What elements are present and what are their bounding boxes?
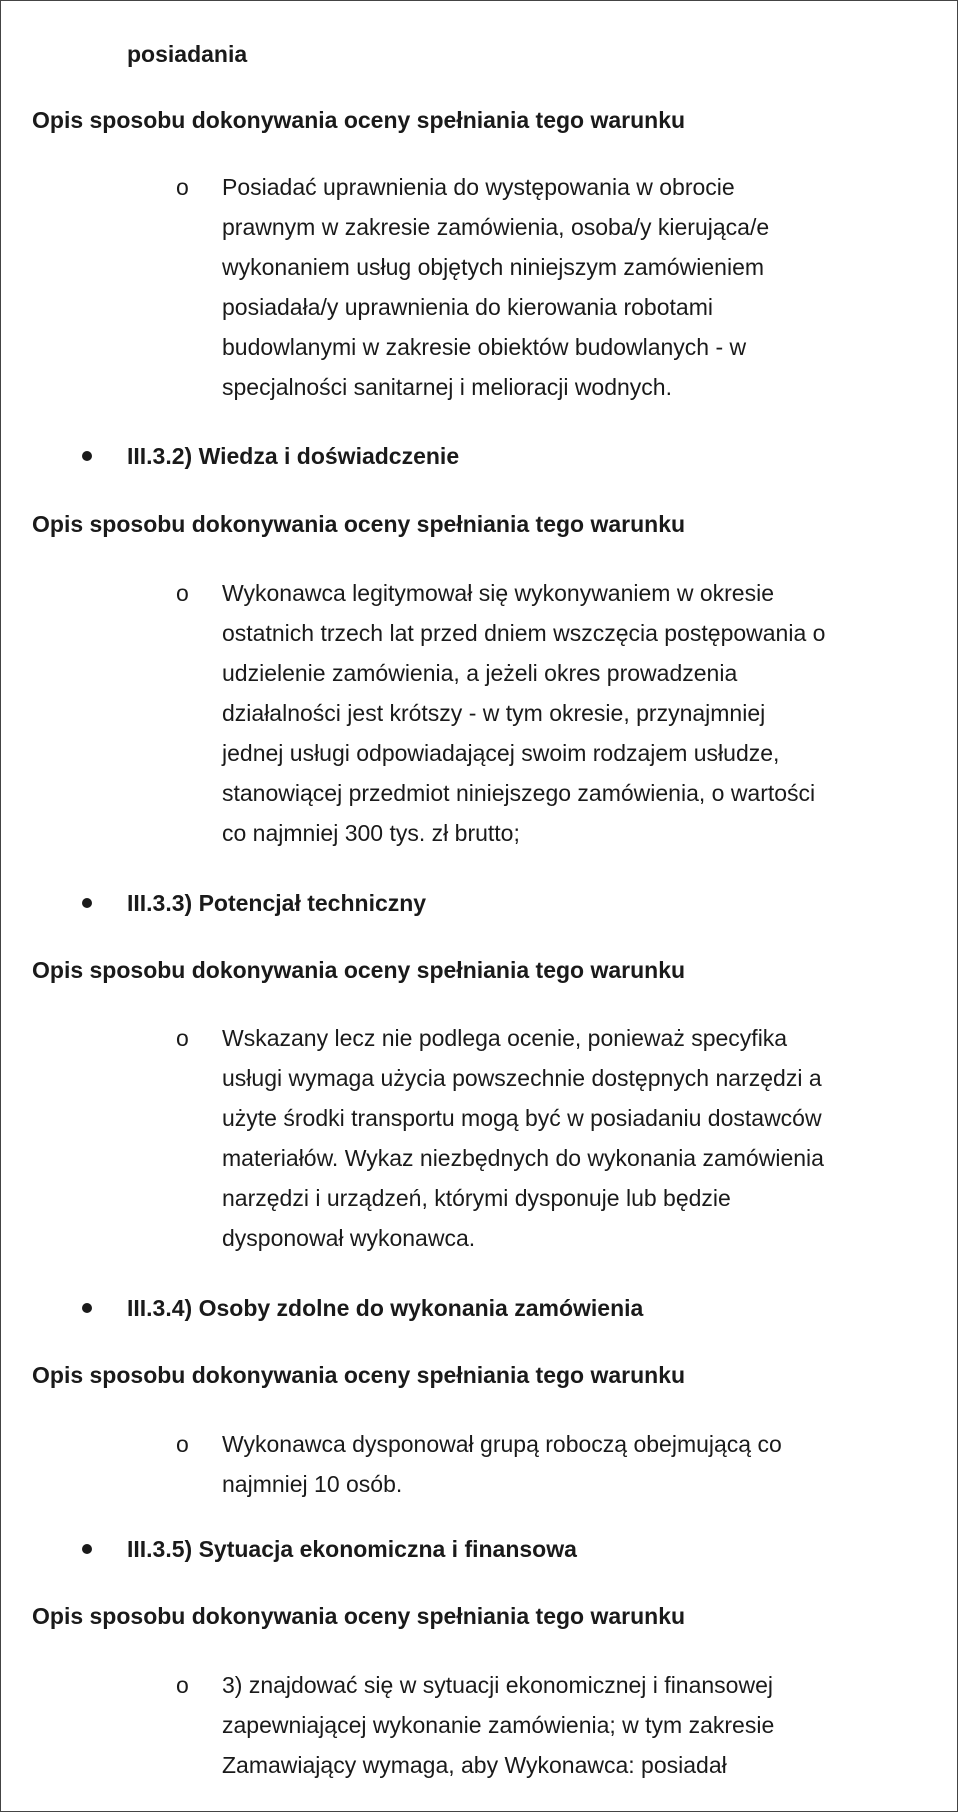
text-line: posiadała/y uprawnienia do kierowania robotami <box>222 294 713 320</box>
text-line: prawnym w zakresie zamówienia, osoba/y kierująca/e <box>222 214 770 240</box>
text-line: jednej usługi odpowiadającej swoim rodzajem usłudze, <box>222 740 780 766</box>
text-line: Wykonawca dysponował grupą roboczą obejmującą co <box>222 1431 782 1457</box>
list-item-marker: o <box>176 580 189 606</box>
condition-label: Opis sposobu dokonywania oceny spełniania tego warunku <box>32 1603 686 1629</box>
bullet-icon <box>82 1544 92 1554</box>
list-item-marker: o <box>176 174 189 200</box>
text-line: najmniej 10 osób. <box>222 1471 403 1497</box>
text-line: zapewniającej wykonanie zamówienia; w tym zakresie <box>222 1712 775 1738</box>
section-heading: III.3.4) Osoby zdolne do wykonania zamówienia <box>127 1295 644 1321</box>
text-line: stanowiącej przedmiot niniejszego zamówienia, o wartości <box>222 780 816 806</box>
requirement-text <box>222 1018 922 1258</box>
condition-label: Opis sposobu dokonywania oceny spełniania tego warunku <box>32 511 686 537</box>
text-line: działalności jest krótszy - w tym okresie, przynajmniej <box>222 700 766 726</box>
requirement-text <box>222 1424 922 1504</box>
text-line: Wykonawca legitymował się wykonywaniem w okresie <box>222 580 774 606</box>
text-line: 3) znajdować się w sytuacji ekonomicznej i finansowej <box>222 1672 773 1698</box>
text-line: Posiadać uprawnienia do występowania w obrocie <box>222 174 735 200</box>
text-line: Wskazany lecz nie podlega ocenie, ponieważ specyfika <box>222 1025 788 1051</box>
list-item-marker: o <box>176 1025 189 1051</box>
requirement-text <box>222 1665 922 1785</box>
text-line: materiałów. Wykaz niezbędnych do wykonania zamówienia <box>222 1145 824 1171</box>
condition-label: Opis sposobu dokonywania oceny spełniania tego warunku <box>32 107 686 133</box>
text-line: użyte środki transportu mogą być w posiadaniu dostawców <box>222 1105 822 1131</box>
continued-heading-fragment: posiadania <box>127 41 248 67</box>
requirement-text <box>222 167 922 407</box>
text-line: budowlanymi w zakresie obiektów budowlanych - w <box>222 334 747 360</box>
text-line: wykonaniem usług objętych niniejszym zamówieniem <box>222 254 765 280</box>
text-line: specjalności sanitarnej i melioracji wodnych. <box>222 374 672 400</box>
text-line: udzielenie zamówienia, a jeżeli okres prowadzenia <box>222 660 738 686</box>
section-heading: III.3.5) Sytuacja ekonomiczna i finansowa <box>127 1536 577 1562</box>
text-line: ostatnich trzech lat przed dniem wszczęcia postępowania o <box>222 620 826 646</box>
text-line: Zamawiający wymaga, aby Wykonawca: posiadał <box>222 1752 727 1778</box>
bullet-icon <box>82 898 92 908</box>
bullet-icon <box>82 451 92 461</box>
condition-label: Opis sposobu dokonywania oceny spełniania tego warunku <box>32 957 686 983</box>
section-heading: III.3.2) Wiedza i doświadczenie <box>127 443 460 469</box>
text-line: co najmniej 300 tys. zł brutto; <box>222 820 520 846</box>
list-item-marker: o <box>176 1672 189 1698</box>
text-line: usługi wymaga użycia powszechnie dostępnych narzędzi a <box>222 1065 822 1091</box>
text-line: narzędzi i urządzeń, którymi dysponuje lub będzie <box>222 1185 731 1211</box>
text-line: dysponował wykonawca. <box>222 1225 476 1251</box>
bullet-icon <box>82 1303 92 1313</box>
list-item-marker: o <box>176 1431 189 1457</box>
section-heading: III.3.3) Potencjał techniczny <box>127 890 427 916</box>
requirement-text <box>222 573 922 853</box>
condition-label: Opis sposobu dokonywania oceny spełniania tego warunku <box>32 1362 686 1388</box>
